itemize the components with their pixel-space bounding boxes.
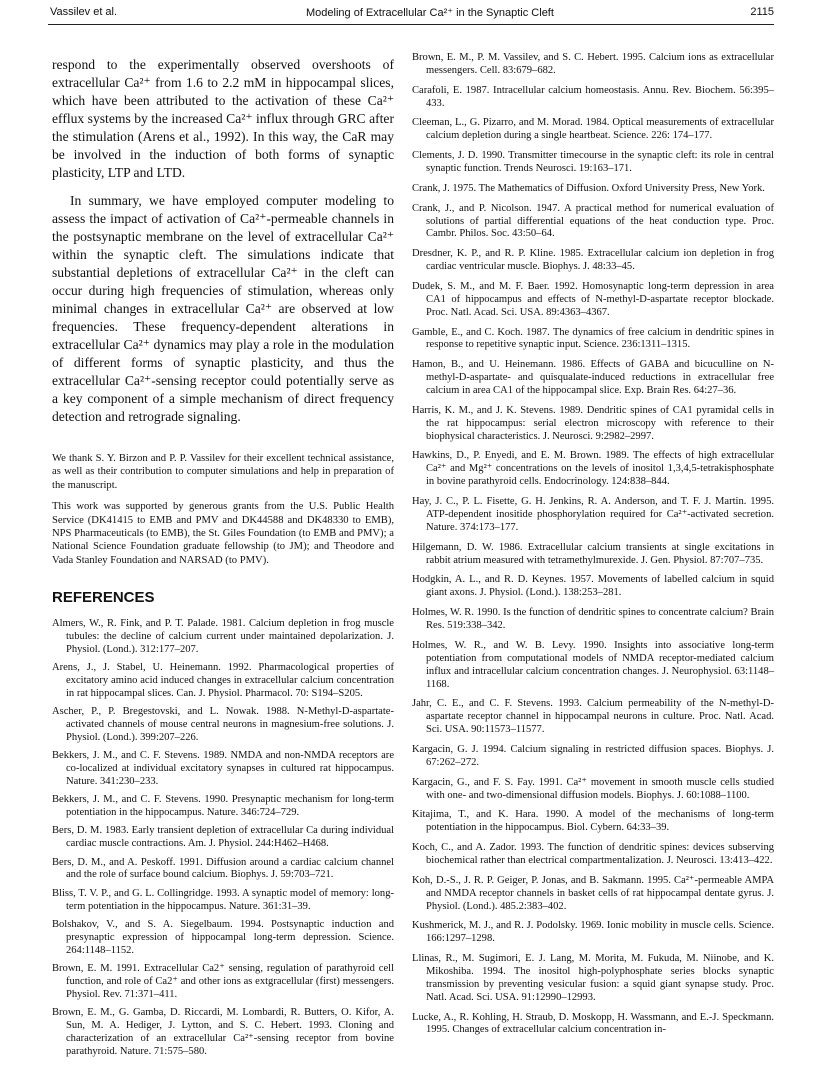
reference-entry: Almers, W., R. Fink, and P. T. Palade. 1981. Calcium depletion in frog muscle tubules: the decline of calcium current under maintained depolarization. J. Physiol. (Lond.). 312:177–207.	[52, 618, 394, 656]
references-heading: REFERENCES	[52, 589, 155, 607]
reference-entry: Dresdner, K. P., and R. P. Kline. 1985. Extracellular calcium ion depletion in frog cardiac ventricular muscle. Biophys. J. 48:33–45.	[412, 248, 774, 273]
reference-entry: Crank, J., and P. Nicolson. 1947. A practical method for numerical evaluation of solutions of partial differential equations of the heat conduction type. Proc. Cambr. Philos. Soc. 43:50–64.	[412, 202, 774, 240]
right-column	[412, 52, 774, 1044]
header-authors: Vassilev et al.	[50, 6, 118, 18]
reference-entry: Hilgemann, D. W. 1986. Extracellular calcium transients at single excitations in rabbit atrium measured with tetramethylmurexide. J. Gen. Physiol. 87:707–735.	[412, 541, 774, 566]
reference-entry: Brown, E. M., G. Gamba, D. Riccardi, M. Lombardi, R. Butters, O. Kifor, A. Sun, M. A. Hediger, J. Lytton, and S. C. Hebert. 1993. Cloning and characterization of an extracellular Ca²⁺-sensing receptor from bovine parathyroid. Nature. 71:575–580.	[52, 1006, 394, 1057]
reference-entry: Koh, D.-S., J. R. P. Geiger, P. Jonas, and B. Sakmann. 1995. Ca²⁺-permeable AMPA and NMDA receptor channels in basket cells of rat hippocampal dentate gyrus. J. Physiol. (Lond.). 485.2:383–402.	[412, 874, 774, 912]
reference-entry: Bliss, T. V. P., and G. L. Collingridge. 1993. A synaptic model of memory: long-term potentiation in the hippocampus. Nature. 361:31–39.	[52, 887, 394, 912]
reference-entry: Kitajima, T., and K. Hara. 1990. A model of the mechanisms of long-term potentiation in the hippocampus. Biol. Cybern. 64:33–39.	[412, 809, 774, 834]
reference-entry: Bekkers, J. M., and C. F. Stevens. 1989. NMDA and non-NMDA receptors are co-localized at individual excitatory synapses in cultured rat hippocampus. Nature. 341:230–233.	[52, 750, 394, 788]
reference-entry: Ascher, P., P. Bregestovski, and L. Nowak. 1988. N-Methyl-D-aspartate-activated channels of mouse central neurons in magnesium-free solutions. J. Physiol. (Lond.). 399:207–226.	[52, 706, 394, 744]
reference-entry: Dudek, S. M., and M. F. Baer. 1992. Homosynaptic long-term depression in area CA1 of hippocampus and effects of N-methyl-D-aspartate receptor blockade. Proc. Natl. Acad. Sci. USA. 89:4363–4367.	[412, 280, 774, 318]
reference-entry: Gamble, E., and C. Koch. 1987. The dynamics of free calcium in dendritic spines in response to repetitive synaptic input. Science. 236:1311–1315.	[412, 326, 774, 351]
acknowledgments	[52, 452, 394, 567]
acknowledgment-paragraph: We thank S. Y. Birzon and P. P. Vassilev for their excellent technical assistance, as well as their contribution to computer simulations and help in preparation of the manuscript.	[52, 453, 394, 491]
reference-entry: Hodgkin, A. L., and R. D. Keynes. 1957. Movements of labelled calcium in squid giant axons. J. Physiol. (Lond.). 138:253–281.	[412, 574, 774, 599]
reference-entry: Kushmerick, M. J., and R. J. Podolsky. 1969. Ionic mobility in muscle cells. Science. 166:1297–1298.	[412, 920, 774, 945]
reference-entry: Holmes, W. R., and W. B. Levy. 1990. Insights into associative long-term potentiation from computational models of NMDA receptor-mediated calcium influx and intracellular calcium concentration changes. J. Neurophysiol. 63:1148–1168.	[412, 639, 774, 690]
left-column	[52, 56, 394, 1064]
header-title: Modeling of Extracellular Ca²⁺ in the Synaptic Cleft	[306, 7, 554, 19]
reference-entry: Clements, J. D. 1990. Transmitter timecourse in the synaptic cleft: its role in central synaptic function. Trends Neurosci. 19:163–171.	[412, 150, 774, 175]
reference-entry: Llinas, R., M. Sugimori, E. J. Lang, M. Morita, M. Fukuda, M. Niinobe, and K. Mikoshiba. 1994. The inositol high-polyphosphate series blocks synaptic transmission by preventing vesicular fusion: a squid giant synapse study. Proc. Natl. Acad. Sci. USA. 91:12990–12993.	[412, 953, 774, 1003]
reference-entry: Harris, K. M., and J. K. Stevens. 1989. Dendritic spines of CA1 pyramidal cells in the rat hippocampus: serial electron microscopy with reference to their biophysical characteristics. J. Neurosci. 9:2982–2997.	[412, 404, 774, 442]
reference-entry: Cleeman, L., G. Pizarro, and M. Morad. 1984. Optical measurements of extracellular calcium depletion during a single heartbeat. Science. 226: 174–177.	[412, 117, 774, 142]
reference-entry: Hamon, B., and U. Heinemann. 1986. Effects of GABA and bicuculline on N-methyl-D-aspartate- and quisqualate-induced reductions in extracellular free calcium in area CA1 of the hippocampal slice. Exp. Brain Res. 64:27–36.	[412, 359, 774, 397]
reference-entry: Jahr, C. E., and C. F. Stevens. 1993. Calcium permeability of the N-methyl-D-aspartate receptor channel in hippocampal neurons in culture. Proc. Natl. Acad. Sci. USA. 90:11573–11577.	[412, 698, 774, 736]
discussion-text	[52, 56, 394, 426]
reference-list-right	[412, 52, 774, 1037]
reference-entry: Crank, J. 1975. The Mathematics of Diffusion. Oxford University Press, New York.	[412, 182, 765, 194]
reference-entry: Bekkers, J. M., and C. F. Stevens. 1990. Presynaptic mechanism for long-term potentiation in the hippocampus. Nature. 346:724–729.	[52, 794, 394, 819]
reference-entry: Hawkins, D., P. Enyedi, and E. M. Brown. 1989. The effects of high extracellular Ca²⁺ and Mg²⁺ concentrations on the levels of inositol 1,3,4,5-tetrakisphosphate in bovine parathyroid cells. Endocrinology. 124:838–844.	[412, 450, 774, 488]
running-header	[48, 2, 774, 25]
reference-entry: Holmes, W. R. 1990. Is the function of dendritic spines to concentrate calcium? Brain Res. 519:338–342.	[412, 607, 774, 631]
body-paragraph: In summary, we have employed computer modeling to assess the impact of activation of Ca²⁺-permeable channels in the postsynaptic membrane on the level of extracellular Ca²⁺ within the synaptic cleft. The simulations indicate that substantial depletions of extracellular Ca²⁺ in the cleft can occur during high frequencies of stimulation, whereas only minimal changes in extracellular Ca²⁺ are observed at low frequencies. These frequency-dependent alterations in extracellular Ca²⁺ dynamics may play a role in the modulation of different forms of synaptic plasticity, and thus the extracellular Ca²⁺-sensing receptor could potentially serve as a key component of a simple mechanism of direct frequency detection and retrograde signaling.	[52, 193, 394, 424]
reference-entry: Brown, E. M. 1991. Extracellular Ca2⁺ sensing, regulation of parathyroid cell function, and role of Ca2⁺ and other ions as extgracellular (first) messengers. Physiol. Rev. 71:371–411.	[52, 962, 394, 1000]
reference-entry: Kargacin, G. J. 1994. Calcium signaling in restricted diffusion spaces. Biophys. J. 67:262–272.	[412, 743, 774, 768]
body-paragraph: respond to the experimentally observed overshoots of extracellular Ca²⁺ from 1.6 to 2.2 mM in hippocampal slices, which have been attributed to the activation of these Ca²⁺ efflux systems by the increased Ca²⁺ influx through GRC after the stimulation (Arens et al., 1992). In this way, the CaR may be involved in the induction of both forms of synaptic plasticity, LTP and LTD.	[52, 57, 394, 180]
reference-entry: Carafoli, E. 1987. Intracellular calcium homeostasis. Annu. Rev. Biochem. 56:395–433.	[412, 84, 774, 109]
reference-entry: Arens, J., J. Stabel, U. Heinemann. 1992. Pharmacological properties of excitatory amino acid induced changes in extracellular calcium concentration in rat hippocampal slices. Can. J. Physiol. Pharmacol. 70: S194–S205.	[52, 662, 394, 700]
reference-entry: Hay, J. C., P. L. Fisette, G. H. Jenkins, R. A. Anderson, and T. F. J. Martin. 1995. ATP-dependent inositide phosphorylation required for Ca²⁺-activated secretion. Nature. 374:173–177.	[412, 496, 774, 533]
reference-list-left	[52, 618, 394, 1058]
reference-entry: Kargacin, G., and F. S. Fay. 1991. Ca²⁺ movement in smooth muscle cells studied with one- and two-dimensional diffusion models. Biophys. J. 60:1088–1100.	[412, 776, 774, 801]
reference-entry: Lucke, A., R. Kohling, H. Straub, D. Moskopp, H. Wassmann, and E.-J. Speckmann. 1995. Changes of extracellular calcium concentration in-	[412, 1011, 774, 1036]
reference-entry: Brown, E. M., P. M. Vassilev, and S. C. Hebert. 1995. Calcium ions as extracellular messengers. Cell. 83:679–682.	[412, 52, 774, 76]
acknowledgment-paragraph: This work was supported by generous grants from the U.S. Public Health Service (DK41415 to EMB and PMV and DK44588 and DK48330 to EMB), NPS Pharmaceuticals (to EMB), the St. Giles Foundation (to EMB and PMV); a National Science Foundation graduate fellowship (to JM); and Theodore and Vada Stanley Foundation and NARSAD (to PMV).	[52, 501, 394, 566]
reference-entry: Bers, D. M., and A. Peskoff. 1991. Diffusion around a cardiac calcium channel and the role of surface bound calcium. Biophys. J. 59:703–721.	[52, 856, 394, 881]
reference-entry: Bers, D. M. 1983. Early transient depletion of extracellular Ca during individual cardiac muscle contractions. Am. J. Physiol. 244:H462–H468.	[52, 825, 394, 850]
reference-entry: Koch, C., and A. Zador. 1993. The function of dendritic spines: devices subserving biochemical rather than electrical compartmentalization. J. Neurosci. 13:413–422.	[412, 842, 774, 866]
page-number: 2115	[750, 6, 774, 18]
reference-entry: Bolshakov, V., and S. A. Siegelbaum. 1994. Postsynaptic induction and presynaptic expression of hippocampal long-term depression. Science. 264:1148–1152.	[52, 918, 394, 956]
